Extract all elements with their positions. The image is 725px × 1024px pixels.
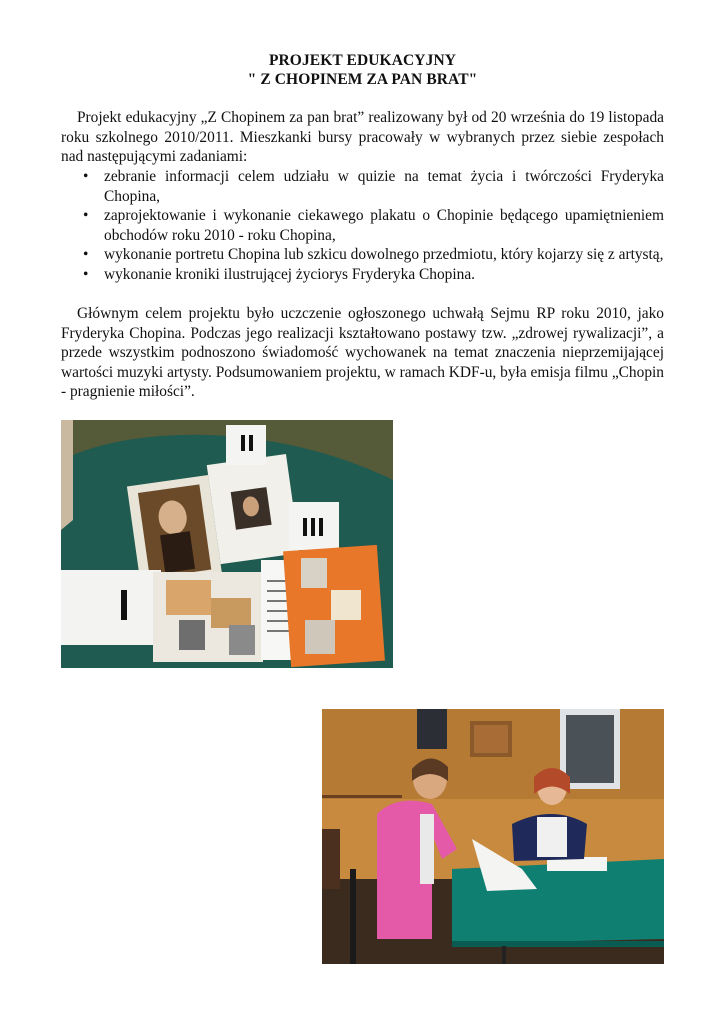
bullet-icon: • xyxy=(83,265,89,283)
bullet-icon: • xyxy=(83,246,89,264)
list-item-text: zaprojektowanie i wykonanie ciekawego plakatu o Chopinie będącego upamiętnieniem obchodów roku 2010 - roku Chopina, xyxy=(104,207,664,244)
summary-paragraph: Głównym celem projektu było uczczenie ogłoszonego uchwałą Sejmu RP roku 2010, jako Fryderyka Chopina. Podczas jego realizacji kształtowano postawy tzw. „zdrowej rywalizacji”, a przede wszystkim podnoszono świadomość wychowanek na temat znaczenia nieprzemijającej wartości muzyki artysty. Podsumowaniem projektu, w ramach KDF-u, była emisja filmu „Chopin - pragnienie miłości”. xyxy=(61,305,664,401)
bullet-icon: • xyxy=(83,207,89,225)
bullet-icon: • xyxy=(83,168,89,185)
document-title: PROJEKT EDUKACYJNY xyxy=(268,52,457,69)
list-item xyxy=(61,206,664,245)
students-working-photo xyxy=(322,709,664,964)
list-item-text: wykonanie kroniki ilustrującej życiorys Fryderyka Chopina. xyxy=(104,265,475,283)
chopin-chronicle-photo xyxy=(61,420,393,668)
intro-paragraph: Projekt edukacyjny „Z Chopinem za pan brat” realizowany był od 20 września do 19 listopada roku szkolnego 2010/2011. Mieszkanki bursy pracowały w wybranych przez siebie zespołach nad następującymi zadaniami: xyxy=(61,109,664,166)
list-item xyxy=(61,265,664,285)
list-item xyxy=(61,245,664,265)
list-item xyxy=(61,167,664,206)
list-item-text: zebranie informacji celem udziału w quizie na temat życia i twórczości Fryderyka Chopina, xyxy=(104,168,664,205)
document-subtitle: " Z CHOPINEM ZA PAN BRAT" xyxy=(247,71,478,88)
list-item-text: wykonanie portretu Chopina lub szkicu dowolnego przedmiotu, który kojarzy się z artystą, xyxy=(104,246,664,264)
task-list xyxy=(61,167,664,285)
